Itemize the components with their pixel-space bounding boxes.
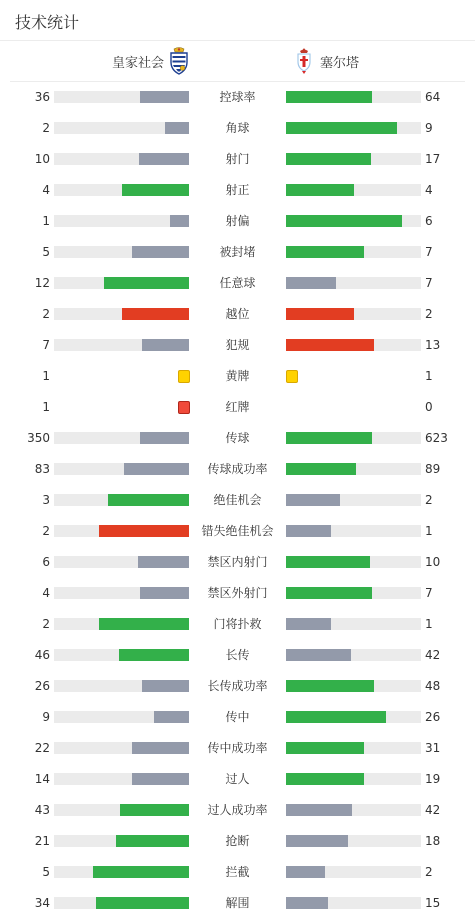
away-stat-value: 2 (425, 493, 433, 507)
home-team-name: 皇家社会 (112, 55, 165, 71)
home-stat-bar-track (54, 618, 189, 630)
home-stat-bar-track (54, 277, 189, 289)
away-stat-bar-track (286, 866, 421, 878)
away-stat-bar-track (286, 680, 421, 692)
stat-row (0, 236, 475, 267)
stat-row (0, 608, 475, 639)
home-stat-bar-track (54, 494, 189, 506)
home-stat-value: 26 (34, 679, 50, 693)
stat-row (0, 856, 475, 887)
home-stat-bar (132, 773, 189, 785)
away-stat-value: 26 (425, 710, 441, 724)
stat-label: 长传 (225, 648, 250, 662)
away-stat-bar-track (286, 556, 421, 568)
stat-row (0, 81, 475, 112)
stat-label: 传球成功率 (207, 462, 268, 476)
home-stat-value: 21 (34, 834, 50, 848)
stat-label: 射正 (225, 183, 250, 197)
home-stat-bar-track (54, 711, 189, 723)
stat-label: 门将扑救 (213, 617, 262, 631)
away-stat-bar-track (286, 246, 421, 258)
stat-label: 禁区内射门 (207, 555, 268, 569)
stat-label: 越位 (225, 307, 250, 321)
stat-label: 抢断 (225, 834, 250, 848)
away-stat-value: 64 (425, 90, 441, 104)
home-stat-bar-track (54, 339, 189, 351)
away-stat-value: 7 (425, 276, 433, 290)
home-stat-value: 5 (42, 865, 50, 879)
stat-row (0, 143, 475, 174)
away-stat-bar-track (286, 308, 421, 320)
home-stat-bar-track (54, 122, 189, 134)
away-stat-value: 89 (425, 462, 441, 476)
away-stat-bar-track (286, 618, 421, 630)
real-sociedad-crest-icon (168, 47, 190, 75)
home-stat-bar (140, 587, 189, 599)
home-team[interactable] (112, 41, 190, 81)
stat-label: 解围 (225, 896, 250, 910)
stat-row (0, 422, 475, 453)
home-stat-bar-track (54, 184, 189, 196)
away-stat-value: 2 (425, 865, 433, 879)
home-stat-bar (140, 432, 189, 444)
home-stat-value: 6 (42, 555, 50, 569)
stats-list (0, 81, 475, 918)
away-stat-bar (286, 680, 374, 692)
stat-label: 被封堵 (219, 245, 256, 259)
away-stat-bar-track (286, 587, 421, 599)
away-stat-bar-track (286, 711, 421, 723)
away-stat-bar (286, 866, 325, 878)
away-stat-bar (286, 339, 374, 351)
away-stat-bar (286, 525, 331, 537)
stat-row (0, 453, 475, 484)
stat-label: 拦截 (225, 865, 250, 879)
home-stat-value: 34 (34, 896, 50, 910)
home-stat-value: 14 (34, 772, 50, 786)
away-stat-bar-track (286, 525, 421, 537)
home-stat-bar (116, 835, 189, 847)
home-stat-bar (122, 308, 190, 320)
away-stat-value: 42 (425, 648, 441, 662)
away-stat-value: 19 (425, 772, 441, 786)
stat-label: 禁区外射门 (207, 586, 268, 600)
away-stat-bar-track (286, 215, 421, 227)
away-stat-bar (286, 835, 348, 847)
away-stat-value: 1 (425, 524, 433, 538)
home-stat-bar-track (54, 773, 189, 785)
stat-label: 传球 (225, 431, 250, 445)
away-stat-bar-track (286, 91, 421, 103)
stat-row (0, 298, 475, 329)
away-stat-bar (286, 556, 370, 568)
home-stat-bar (104, 277, 189, 289)
home-stat-value: 3 (42, 493, 50, 507)
stat-label: 错失绝佳机会 (201, 524, 274, 538)
away-stat-value: 1 (425, 617, 433, 631)
home-stat-bar-track (54, 215, 189, 227)
stat-row (0, 701, 475, 732)
away-stat-bar (286, 153, 371, 165)
away-stat-value: 15 (425, 896, 441, 910)
home-stat-value: 43 (34, 803, 50, 817)
home-stat-value: 5 (42, 245, 50, 259)
home-stat-bar-track (54, 835, 189, 847)
away-stat-bar (286, 277, 336, 289)
stat-label: 传中 (225, 710, 250, 724)
away-stat-bar (286, 91, 372, 103)
away-stat-value: 6 (425, 214, 433, 228)
home-stat-value: 22 (34, 741, 50, 755)
stat-label: 长传成功率 (207, 679, 268, 693)
away-stat-value: 0 (425, 400, 433, 414)
stat-row (0, 887, 475, 918)
stat-row (0, 515, 475, 546)
stat-row (0, 794, 475, 825)
stat-label: 角球 (225, 121, 250, 135)
home-stat-bar-track (54, 587, 189, 599)
home-stat-bar-track (54, 432, 189, 444)
home-stat-bar-track (54, 680, 189, 692)
home-stat-bar-track (54, 556, 189, 568)
away-stat-bar (286, 587, 372, 599)
stat-row (0, 205, 475, 236)
home-stat-value: 350 (27, 431, 50, 445)
home-stat-value: 2 (42, 524, 50, 538)
stat-row (0, 670, 475, 701)
yellow-card-icon (178, 370, 190, 383)
stat-row (0, 546, 475, 577)
home-stat-value: 1 (42, 400, 50, 414)
away-stat-bar (286, 122, 397, 134)
home-stat-value: 83 (34, 462, 50, 476)
away-stat-bar-track (286, 773, 421, 785)
home-stat-bar (132, 246, 189, 258)
stat-row (0, 825, 475, 856)
away-stat-bar-track (286, 649, 421, 661)
away-stat-bar (286, 308, 354, 320)
away-stat-bar (286, 215, 402, 227)
home-stat-bar (99, 618, 189, 630)
stat-label: 红牌 (225, 400, 250, 414)
home-stat-value: 1 (42, 369, 50, 383)
home-stat-bar (154, 711, 189, 723)
away-stat-value: 10 (425, 555, 441, 569)
away-stat-bar-track (286, 897, 421, 909)
away-stat-bar (286, 246, 364, 258)
celta-crest-icon (296, 48, 312, 74)
home-stat-value: 36 (34, 90, 50, 104)
stat-row (0, 763, 475, 794)
stat-row (0, 174, 475, 205)
away-stat-bar-track (286, 277, 421, 289)
home-stat-value: 46 (34, 648, 50, 662)
home-stat-bar (140, 91, 189, 103)
away-stat-value: 13 (425, 338, 441, 352)
away-stat-bar (286, 773, 364, 785)
stat-row (0, 577, 475, 608)
away-stat-bar (286, 463, 356, 475)
away-stat-value: 42 (425, 803, 441, 817)
stats-header (0, 0, 475, 40)
home-stat-bar (93, 866, 189, 878)
stat-label: 过人 (225, 772, 250, 786)
yellow-card-icon (286, 370, 298, 383)
home-stat-bar-track (54, 463, 189, 475)
home-stat-value: 7 (42, 338, 50, 352)
away-stat-bar (286, 711, 386, 723)
home-stat-bar (108, 494, 189, 506)
away-stat-bar-track (286, 804, 421, 816)
home-stat-value: 9 (42, 710, 50, 724)
stat-row (0, 732, 475, 763)
stat-label: 犯规 (225, 338, 250, 352)
home-stat-value: 4 (42, 183, 50, 197)
away-stat-value: 18 (425, 834, 441, 848)
stat-row (0, 391, 475, 422)
away-stat-bar (286, 432, 372, 444)
away-stat-bar-track (286, 184, 421, 196)
home-stat-bar-track (54, 91, 189, 103)
away-stat-bar-track (286, 339, 421, 351)
home-stat-bar (142, 680, 189, 692)
away-stat-value: 7 (425, 586, 433, 600)
home-stat-bar (132, 742, 189, 754)
away-stat-bar-track (286, 463, 421, 475)
stat-row (0, 267, 475, 298)
home-stat-bar-track (54, 897, 189, 909)
home-stat-bar (139, 153, 189, 165)
home-stat-value: 2 (42, 307, 50, 321)
away-stat-bar (286, 897, 328, 909)
away-stat-bar (286, 649, 351, 661)
home-stat-bar (120, 804, 189, 816)
home-stat-bar (170, 215, 189, 227)
away-stat-bar (286, 742, 364, 754)
home-stat-value: 2 (42, 121, 50, 135)
home-stat-value: 10 (34, 152, 50, 166)
stat-row (0, 484, 475, 515)
away-stat-value: 4 (425, 183, 433, 197)
away-stat-value: 31 (425, 741, 441, 755)
away-stat-bar (286, 618, 331, 630)
home-stat-value: 4 (42, 586, 50, 600)
away-team-name: 塞尔塔 (320, 55, 360, 71)
stat-label: 射门 (225, 152, 250, 166)
away-stat-value: 623 (425, 431, 448, 445)
home-stat-bar (124, 463, 189, 475)
away-stat-bar-track (286, 494, 421, 506)
away-stat-bar-track (286, 742, 421, 754)
away-stat-bar (286, 494, 340, 506)
home-stat-bar-track (54, 246, 189, 258)
home-stat-bar (138, 556, 189, 568)
away-stat-bar (286, 804, 352, 816)
away-stat-value: 48 (425, 679, 441, 693)
home-stat-value: 1 (42, 214, 50, 228)
red-card-icon (178, 401, 190, 414)
stat-row (0, 360, 475, 391)
away-stat-bar-track (286, 835, 421, 847)
home-stat-bar-track (54, 308, 189, 320)
home-stat-bar-track (54, 866, 189, 878)
home-stat-bar (165, 122, 189, 134)
away-stat-bar-track (286, 122, 421, 134)
page-title: 技术统计 (15, 13, 80, 32)
stat-label: 传中成功率 (207, 741, 268, 755)
stat-label: 任意球 (219, 276, 256, 290)
home-stat-value: 2 (42, 617, 50, 631)
home-stat-value: 12 (34, 276, 50, 290)
home-stat-bar-track (54, 153, 189, 165)
stat-row (0, 112, 475, 143)
home-stat-bar-track (54, 525, 189, 537)
stat-label: 黄牌 (225, 369, 250, 383)
home-stat-bar-track (54, 804, 189, 816)
away-stat-bar (286, 184, 354, 196)
stat-label: 绝佳机会 (213, 493, 262, 507)
home-stat-bar (122, 184, 190, 196)
teams-row (0, 41, 475, 81)
home-stat-bar (96, 897, 189, 909)
away-stat-value: 1 (425, 369, 433, 383)
home-stat-bar-track (54, 742, 189, 754)
stat-label: 控球率 (219, 90, 256, 104)
stat-label: 过人成功率 (207, 803, 268, 817)
home-stat-bar (99, 525, 189, 537)
stat-row (0, 639, 475, 670)
away-stat-value: 7 (425, 245, 433, 259)
home-stat-bar (119, 649, 189, 661)
stat-row (0, 329, 475, 360)
away-stat-value: 2 (425, 307, 433, 321)
home-stat-bar-track (54, 649, 189, 661)
away-stat-value: 17 (425, 152, 441, 166)
away-stat-bar-track (286, 153, 421, 165)
home-stat-bar (142, 339, 189, 351)
away-stat-value: 9 (425, 121, 433, 135)
away-stat-bar-track (286, 432, 421, 444)
away-team[interactable] (296, 41, 359, 81)
stat-label: 射偏 (225, 214, 250, 228)
